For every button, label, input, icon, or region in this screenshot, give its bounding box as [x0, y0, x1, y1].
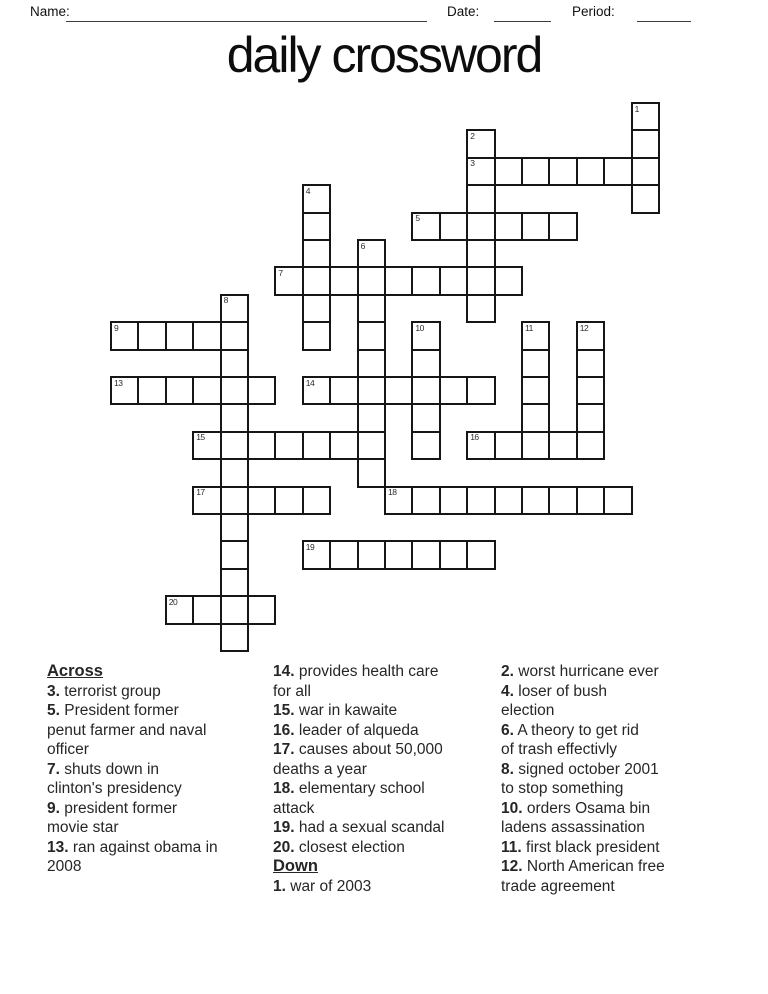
grid-cell[interactable]: [329, 376, 358, 405]
grid-cell[interactable]: [384, 486, 413, 515]
clue-line: 13. ran against obama in: [47, 838, 218, 856]
clue-number: 16.: [273, 721, 295, 739]
clue-line: 18. elementary school: [273, 780, 425, 797]
grid-cell[interactable]: [165, 376, 194, 405]
grid-cell[interactable]: [603, 486, 632, 515]
grid-cell[interactable]: [439, 266, 468, 295]
grid-cell[interactable]: [302, 239, 331, 268]
clue-line: 9. president former: [47, 799, 178, 817]
clue-number: 4.: [501, 682, 514, 700]
grid-cell[interactable]: [357, 349, 386, 378]
grid-cell[interactable]: [274, 486, 303, 515]
clue-line: 6. A theory to get rid: [501, 721, 639, 739]
grid-cell[interactable]: [576, 321, 605, 350]
grid-cell[interactable]: [357, 376, 386, 405]
grid-cell[interactable]: [521, 376, 550, 405]
grid-cell[interactable]: [357, 294, 386, 323]
grid-cell[interactable]: [220, 403, 249, 432]
clue-number: 9.: [47, 799, 60, 817]
grid-cell[interactable]: [631, 129, 660, 158]
grid-cell[interactable]: [576, 157, 605, 186]
clue-section-header: Down: [273, 857, 318, 875]
cell-number: 17: [196, 487, 205, 498]
grid-cell[interactable]: [576, 431, 605, 460]
clue-5: [47, 701, 269, 760]
cell-number: 9: [114, 322, 119, 333]
clue-number: 3.: [47, 682, 60, 700]
clue-number: 20.: [273, 838, 295, 856]
clue-line: movie star: [47, 819, 119, 836]
grid-cell[interactable]: [302, 184, 331, 213]
clue-line: 12. North American free: [501, 858, 665, 875]
clue-line: attack: [273, 799, 315, 817]
clue-line: 19. had a sexual scandal: [273, 819, 445, 836]
clue-number: 8.: [501, 760, 514, 778]
worksheet-title: daily crossword: [226, 27, 542, 83]
clue-9: [47, 799, 269, 838]
cell-number: 6: [360, 240, 365, 251]
grid-cell[interactable]: [494, 266, 523, 295]
cell-number: 2: [470, 130, 475, 141]
clue-line: 16. leader of alqueda: [273, 721, 419, 739]
grid-cell[interactable]: [439, 376, 468, 405]
grid-cell[interactable]: [220, 595, 249, 624]
clue-column-3: [501, 662, 741, 896]
grid-cell[interactable]: [220, 376, 249, 405]
clue-number: 6.: [501, 721, 514, 739]
clue-number: 11.: [501, 838, 522, 856]
grid-cell[interactable]: [220, 294, 249, 323]
grid-cell[interactable]: [411, 349, 440, 378]
grid-cell[interactable]: [302, 321, 331, 350]
grid-cell[interactable]: [411, 540, 440, 569]
grid-cell[interactable]: [548, 212, 577, 241]
clue-line: 8. signed october 2001: [501, 760, 659, 778]
grid-cell[interactable]: [220, 540, 249, 569]
clue-line: 3. terrorist group: [47, 682, 161, 700]
grid-cell[interactable]: [466, 376, 495, 405]
grid-cell[interactable]: [494, 157, 523, 186]
grid-cell[interactable]: [357, 239, 386, 268]
grid-cell[interactable]: [302, 266, 331, 295]
grid-cell[interactable]: [384, 376, 413, 405]
grid-cell[interactable]: [494, 212, 523, 241]
grid-cell[interactable]: [110, 376, 139, 405]
cell-number: 15: [196, 432, 205, 443]
grid-cell[interactable]: [192, 321, 221, 350]
clue-line: 11. first black president: [501, 838, 660, 856]
clue-line: 10. orders Osama bin: [501, 799, 651, 817]
grid-cell[interactable]: [521, 486, 550, 515]
grid-cell[interactable]: [302, 431, 331, 460]
clue-section-header: Across: [47, 662, 103, 680]
grid-cell[interactable]: [411, 321, 440, 350]
grid-cell[interactable]: [192, 431, 221, 460]
clue-line: deaths a year: [273, 760, 367, 778]
clue-17: [273, 740, 498, 779]
grid-cell[interactable]: [466, 212, 495, 241]
cell-number: 8: [223, 295, 228, 306]
grid-cell[interactable]: [274, 266, 303, 295]
clue-line: 7. shuts down in: [47, 760, 160, 778]
cell-number: 1: [634, 103, 639, 114]
clue-number: 19.: [273, 819, 295, 836]
cell-number: 13: [114, 377, 123, 388]
clue-10: [501, 799, 741, 838]
grid-cell[interactable]: [247, 486, 276, 515]
grid-cell[interactable]: [302, 294, 331, 323]
grid-cell[interactable]: [548, 431, 577, 460]
grid-cell[interactable]: [247, 431, 276, 460]
clue-column-2: [273, 662, 498, 896]
grid-cell[interactable]: [357, 540, 386, 569]
cell-number: 19: [305, 541, 315, 552]
grid-cell[interactable]: [411, 266, 440, 295]
grid-cell[interactable]: [494, 486, 523, 515]
grid-cell[interactable]: [302, 540, 331, 569]
clue-line: ladens assassination: [501, 819, 645, 836]
cell-number: 16: [470, 432, 479, 443]
clue-13: [47, 838, 269, 877]
clue-18: [273, 779, 498, 818]
clue-20: [273, 838, 498, 858]
clue-16: [273, 721, 498, 741]
grid-cell[interactable]: [411, 376, 440, 405]
clue-3: [47, 682, 269, 702]
grid-cell[interactable]: [521, 157, 550, 186]
clue-line: 20. closest election: [273, 838, 405, 856]
grid-cell[interactable]: [137, 376, 166, 405]
clue-number: 15.: [273, 702, 295, 719]
grid-cell[interactable]: [329, 431, 358, 460]
clue-column-1: [47, 662, 269, 877]
clue-11: [501, 838, 741, 858]
clue-number: 10.: [501, 799, 523, 817]
grid-cell[interactable]: [192, 376, 221, 405]
grid-cell[interactable]: [220, 321, 249, 350]
grid-cell[interactable]: [439, 540, 468, 569]
clue-7: [47, 760, 269, 799]
grid-cell[interactable]: [192, 486, 221, 515]
grid-cell[interactable]: [329, 540, 358, 569]
grid-cell[interactable]: [521, 321, 550, 350]
grid-cell[interactable]: [220, 513, 249, 542]
clue-line: of trash effectivly: [501, 741, 618, 758]
cell-number: 12: [579, 322, 589, 333]
grid-cell[interactable]: [439, 212, 468, 241]
grid-cell[interactable]: [220, 623, 249, 652]
grid-cell[interactable]: [466, 540, 495, 569]
grid-cell[interactable]: [302, 486, 331, 515]
grid-cell[interactable]: [137, 321, 166, 350]
clue-line: to stop something: [501, 780, 624, 797]
grid-cell[interactable]: [411, 212, 440, 241]
grid-cell[interactable]: [466, 431, 495, 460]
cell-number: 11: [525, 322, 533, 333]
clue-line: trade agreement: [501, 877, 615, 895]
grid-cell[interactable]: [466, 129, 495, 158]
cell-number: 5: [415, 213, 420, 224]
clue-2: [501, 662, 741, 682]
grid-cell[interactable]: [302, 212, 331, 241]
grid-cell[interactable]: [192, 595, 221, 624]
grid-cell[interactable]: [548, 486, 577, 515]
grid-cell[interactable]: [357, 431, 386, 460]
clue-number: 12.: [501, 858, 523, 875]
clue-14: [273, 662, 498, 701]
clue-8: [501, 760, 741, 799]
grid-cell[interactable]: [631, 102, 660, 131]
grid-cell[interactable]: [357, 458, 386, 487]
clue-number: 18.: [273, 780, 295, 797]
grid-cell[interactable]: [110, 321, 139, 350]
clue-line: election: [501, 702, 555, 719]
clue-line: 2. worst hurricane ever: [501, 663, 659, 680]
grid-cell[interactable]: [466, 294, 495, 323]
grid-cell[interactable]: [384, 266, 413, 295]
grid-cell[interactable]: [165, 321, 194, 350]
clue-line: 4. loser of bush: [501, 682, 607, 700]
clue-line: 14. provides health care: [273, 663, 439, 680]
grid-cell[interactable]: [274, 431, 303, 460]
grid-cell[interactable]: [411, 403, 440, 432]
clue-19: [273, 818, 498, 838]
clue-line: penut farmer and naval: [47, 721, 207, 739]
cell-number: 14: [305, 377, 315, 388]
grid-cell[interactable]: [357, 321, 386, 350]
grid-cell[interactable]: [220, 486, 249, 515]
clue-number: 14.: [273, 663, 295, 680]
clue-line: clinton's presidency: [47, 780, 182, 797]
grid-cell[interactable]: [466, 486, 495, 515]
grid-cell[interactable]: [521, 431, 550, 460]
clue-12: [501, 857, 741, 896]
grid-cell[interactable]: [439, 486, 468, 515]
grid-cell[interactable]: [220, 431, 249, 460]
clue-number: 1.: [273, 877, 286, 895]
cell-number: 18: [388, 487, 397, 498]
grid-cell[interactable]: [521, 212, 550, 241]
date-label: Date:: [447, 4, 480, 19]
clue-line: officer: [47, 741, 89, 758]
cell-number: 10: [415, 322, 424, 333]
grid-cell[interactable]: [247, 595, 276, 624]
grid-cell[interactable]: [548, 157, 577, 186]
clue-number: 17.: [273, 741, 295, 758]
grid-cell[interactable]: [165, 595, 194, 624]
clue-line: for all: [273, 682, 311, 700]
cell-number: 3: [470, 158, 475, 169]
grid-cell[interactable]: [220, 568, 249, 597]
period-label: Period:: [572, 4, 615, 19]
clue-1: [273, 877, 498, 897]
clue-line: 2008: [47, 858, 82, 875]
cell-number: 4: [305, 185, 311, 196]
clue-number: 2.: [501, 663, 514, 680]
grid-cell[interactable]: [466, 184, 495, 213]
clue-number: 5.: [47, 702, 60, 719]
clue-line: 1. war of 2003: [273, 877, 372, 895]
clue-number: 13.: [47, 838, 69, 856]
grid-cell[interactable]: [631, 184, 660, 213]
grid-cell[interactable]: [494, 431, 523, 460]
clue-6: [501, 721, 741, 760]
grid-cell[interactable]: [521, 403, 550, 432]
grid-cell[interactable]: [576, 376, 605, 405]
grid-cell[interactable]: [521, 349, 550, 378]
grid-cell[interactable]: [384, 540, 413, 569]
grid-cell[interactable]: [220, 458, 249, 487]
grid-cell[interactable]: [220, 349, 249, 378]
grid-cell[interactable]: [302, 376, 331, 405]
grid-cell[interactable]: [357, 403, 386, 432]
grid-cell[interactable]: [576, 403, 605, 432]
grid-cell[interactable]: [466, 266, 495, 295]
cell-number: 20: [168, 596, 178, 607]
grid-cell[interactable]: [247, 376, 276, 405]
grid-cell[interactable]: [603, 157, 632, 186]
clue-number: 7.: [47, 760, 60, 778]
clue-line: 15. war in kawaite: [273, 702, 398, 719]
cell-number: 7: [278, 267, 283, 278]
grid-cell[interactable]: [357, 266, 386, 295]
clue-line: 17. causes about 50,000: [273, 741, 443, 758]
grid-cell[interactable]: [411, 486, 440, 515]
clue-line: 5. President former: [47, 702, 179, 719]
grid-cell[interactable]: [329, 266, 358, 295]
name-label: Name:: [30, 4, 70, 19]
grid-cell[interactable]: [576, 486, 605, 515]
clue-4: [501, 682, 741, 721]
grid-cell[interactable]: [631, 157, 660, 186]
grid-cell[interactable]: [576, 349, 605, 378]
grid-cell[interactable]: [466, 157, 495, 186]
grid-cell[interactable]: [411, 431, 440, 460]
clue-15: [273, 701, 498, 721]
grid-cell[interactable]: [466, 239, 495, 268]
